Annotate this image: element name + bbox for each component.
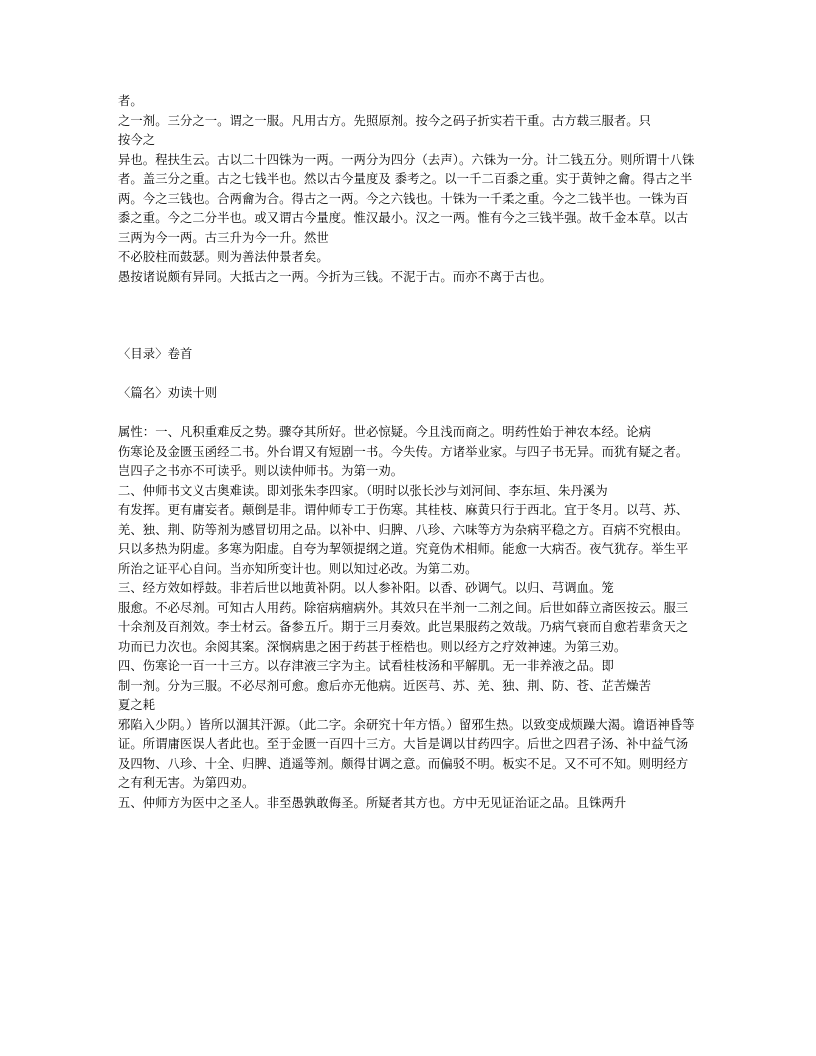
paragraph-2: 之一剂。三分之一。谓之一服。凡用古方。先照原剂。按今之码子折实若干重。古方载三服者。只	[118, 113, 652, 128]
section-paragraph-6: 服愈。不必尽剂。可知古人用药。除宿病痼病外。其效只在半剂一二剂之间。后世如薛立斋医按云。服三十余剂及百剂效。李士材云。备参五斤。期于三月奏效。此岂果服药之效哉。乃病气衰而自愈若辈贪天之功而已力次也。余阅其案。深悯病患之困于药甚于桎梏也。则以经方之疗效神速。为第三劝。	[118, 600, 689, 654]
section-paragraph-8: 制一剂。分为三服。不必尽剂可愈。愈后亦无他病。近医芎、苏、羌、独、荆、防、苍、芷苦燥苦	[118, 678, 652, 693]
paragraph-3: 按今之	[118, 133, 156, 147]
section-paragraph-2: 伤寒论及金匮玉函经二书。外台谓又有短剧一书。今失传。方诸举业家。与四子书无异。而犹有疑之者。岂四子之书亦不可读乎。则以读仲师书。为第一劝。	[118, 444, 689, 478]
section-paragraph-11: 五、仲师方为医中之圣人。非至愚孰敢侮圣。所疑者其方也。方中无见证治证之品。且铢两升	[118, 795, 627, 810]
section-gap-2	[118, 365, 698, 385]
paragraph-5: 不必胶柱而鼓瑟。则为善法仲景者矣。	[118, 250, 329, 264]
chapter-tag: 〈篇名〉劝读十则	[118, 386, 218, 400]
section-paragraph-5: 三、经方效如桴鼓。非若后世以地黄补阴。以人参补阳。以香、砂调气。以归、芎调血。笼	[118, 581, 614, 595]
paragraph-1: 者。	[118, 94, 143, 108]
catalog-tag: 〈目录〉卷首	[118, 347, 193, 361]
section-paragraph-7: 四、伤寒论一百一十三方。以存津液三字为主。试看桂枝汤和平解肌。无一非养液之品。即	[118, 659, 614, 673]
section-gap-3	[118, 404, 698, 424]
section-paragraph-4: 有发挥。更有庸妄者。颠倒是非。谓仲师专工于伤寒。其桂枝、麻黄只行于西北。宜于冬月。以芎、苏、羌、独、荆、防等剂为感冒切用之品。以补中、归脾、八珍、六味等方为杂病平稳之方。百病不究根由。只以多热为阴虚。多寒为阳虚。自夸为挈领提纲之道。究竟伪术相师。能愈一大病否。夜气犹存。举生平所治之证平心自问。当亦知所变计也。则以知过必改。为第二劝。	[118, 503, 689, 576]
section-paragraph-3: 二、仲师书文义古奥难读。即刘张朱李四家。（明时以张长沙与刘河间、李东垣、朱丹溪为	[118, 483, 608, 498]
paragraph-4: 异也。程扶生云。古以二十四铢为一两。一两分为四分（去声）。六铢为一分。计二钱五分。则所谓十八铢者。盖三分之重。古之七钱半也。然以古今量度及 黍考之。以一千二百黍之重。实于黄钟之龠。得古之半两。今之三钱也。合两龠为合。得古之一两。今之六钱也。十铢为一千柔之重。今之二钱半也。一铢为百黍之重。今之二分半也。或又谓古今量度。惟汉最小。汉之一两。惟有今之三钱半强。故千金本草。以古三两为今一两。古三升为今一升。然世	[118, 152, 695, 245]
section-paragraph-10: 邪陷入少阴。）皆所以涸其汗源。（此二字。余研究十年方悟。）留邪生热。以致变成烦躁大渴。谵语神昏等证。所谓庸医误人者此也。至于金匮一百四十三方。大旨是调以甘药四字。后世之四君子汤、补中益气汤及四物、八珍、十全、归脾、逍遥等剂。颇得甘调之意。而偏驳不明。板实不足。又不可不知。则明经方之有利无害。为第四劝。	[118, 717, 695, 790]
section-paragraph-1: 属性：一、凡积重难反之势。骤夺其所好。世必惊疑。今且浅而商之。明药性始于神农本经。论病	[118, 425, 652, 439]
section-gap-1	[118, 287, 698, 345]
section-paragraph-9: 夏之耗	[118, 698, 156, 712]
paragraph-6: 愚按诸说颇有异同。大抵古之一两。今折为三钱。不泥于古。而亦不离于古也。	[118, 269, 552, 284]
document-body	[118, 92, 698, 813]
